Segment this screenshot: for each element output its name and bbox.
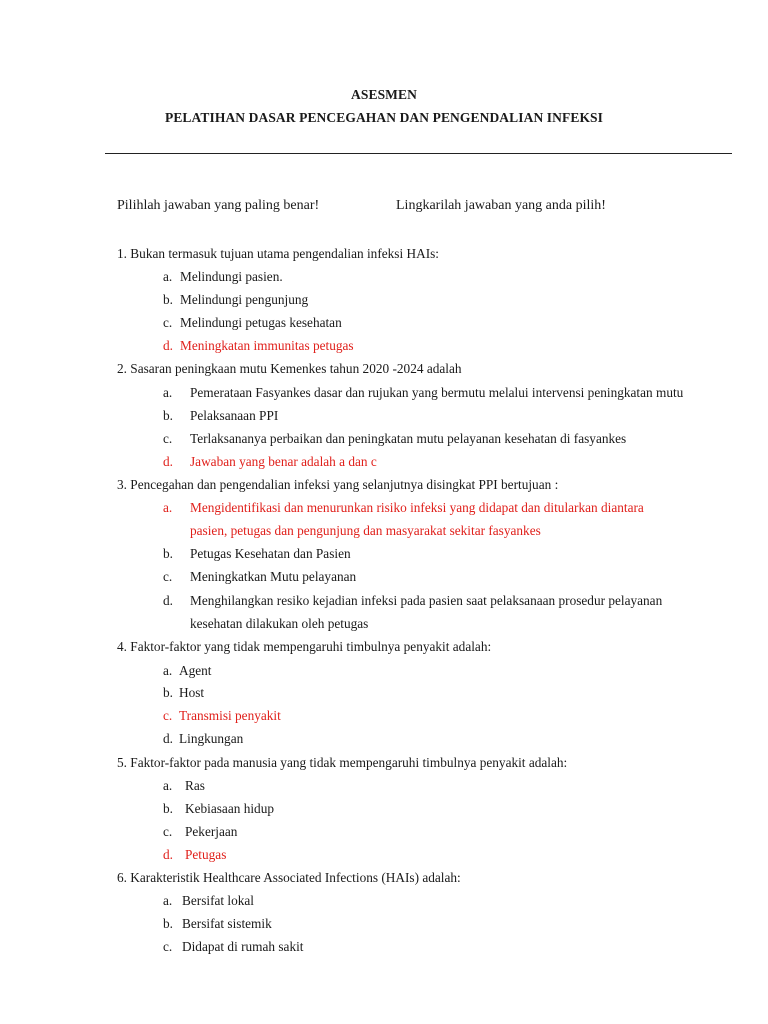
option-text: Pelaksanaan PPI: [190, 408, 279, 423]
question-1: 1. Bukan termasuk tujuan utama pengendalian infeksi HAIs:: [117, 246, 440, 261]
option-text: Pekerjaan: [185, 824, 238, 839]
option-letter: b.: [163, 685, 173, 700]
option-letter: b.: [163, 801, 173, 816]
option-text: Pemerataan Fasyankes dasar dan rujukan yang bermutu melalui intervensi peningkatan mutu: [190, 385, 684, 400]
option-letter: c.: [163, 315, 173, 330]
option-text: Lingkungan: [179, 731, 244, 746]
option-letter: c.: [163, 708, 173, 723]
question-2: 2. Sasaran peningkaan mutu Kemenkes tahun 2020 -2024 adalah: [117, 361, 462, 376]
option-text: Meningkatan immunitas petugas: [180, 338, 354, 353]
option-letter: a.: [163, 663, 173, 678]
option-letter: a.: [163, 269, 173, 284]
option-letter: d.: [163, 731, 173, 746]
option-letter: d.: [163, 454, 173, 469]
instruction-right: Lingkarilah jawaban yang anda pilih!: [396, 198, 606, 213]
option-text: Terlaksananya perbaikan dan peningkatan mutu pelayanan kesehatan di fasyankes: [190, 431, 627, 446]
option-text: Bersifat lokal: [182, 893, 255, 908]
option-text: Agent: [179, 663, 212, 678]
option-letter: c.: [163, 569, 173, 584]
option-letter: b.: [163, 916, 173, 931]
option-text: Ras: [185, 778, 205, 793]
header-divider: [105, 153, 732, 154]
instruction-left: Pilihlah jawaban yang paling benar!: [117, 198, 320, 213]
option-text: Menghilangkan resiko kejadian infeksi pada pasien saat pelaksanaan prosedur pelayanan: [190, 593, 663, 608]
question-4: 4. Faktor-faktor yang tidak mempengaruhi timbulnya penyakit adalah:: [117, 639, 492, 654]
option-letter: b.: [163, 292, 173, 307]
option-text: Melindungi pasien.: [180, 269, 283, 284]
option-text: Melindungi pengunjung: [180, 292, 309, 307]
question-5: 5. Faktor-faktor pada manusia yang tidak mempengaruhi timbulnya penyakit adalah:: [117, 755, 568, 770]
option-letter: a.: [163, 500, 173, 515]
option-text: Petugas: [185, 847, 227, 862]
option-letter: c.: [163, 939, 173, 954]
question-6: 6. Karakteristik Healthcare Associated Infections (HAIs) adalah:: [117, 870, 461, 885]
option-text: Jawaban yang benar adalah a dan c: [190, 454, 377, 469]
option-text: Mengidentifikasi dan menurunkan risiko infeksi yang didapat dan ditularkan diantara: [190, 500, 644, 515]
document-subtitle: PELATIHAN DASAR PENCEGAHAN DAN PENGENDALIAN INFEKSI: [164, 110, 604, 125]
option-text-continued: pasien, petugas dan pengunjung dan masyarakat sekitar fasyankes: [190, 523, 541, 538]
option-text: Petugas Kesehatan dan Pasien: [190, 546, 351, 561]
option-text: Bersifat sistemik: [182, 916, 272, 931]
option-letter: b.: [163, 546, 173, 561]
option-letter: a.: [163, 778, 173, 793]
document-title: ASESMEN: [351, 87, 417, 102]
option-letter: c.: [163, 431, 173, 446]
option-letter: d.: [163, 338, 173, 353]
option-letter: a.: [163, 893, 173, 908]
option-text: Meningkatkan Mutu pelayanan: [190, 569, 357, 584]
option-text: Transmisi penyakit: [179, 708, 281, 723]
option-letter: d.: [163, 593, 173, 608]
option-letter: a.: [163, 385, 173, 400]
option-text: Melindungi petugas kesehatan: [180, 315, 342, 330]
option-text: Host: [179, 685, 205, 700]
option-letter: d.: [163, 847, 173, 862]
option-text: Didapat di rumah sakit: [182, 939, 304, 954]
option-letter: b.: [163, 408, 173, 423]
option-letter: c.: [163, 824, 173, 839]
option-text: Kebiasaan hidup: [185, 801, 274, 816]
question-3: 3. Pencegahan dan pengendalian infeksi yang selanjutnya disingkat PPI bertujuan :: [117, 477, 559, 492]
option-text-continued: kesehatan dilakukan oleh petugas: [190, 616, 369, 631]
